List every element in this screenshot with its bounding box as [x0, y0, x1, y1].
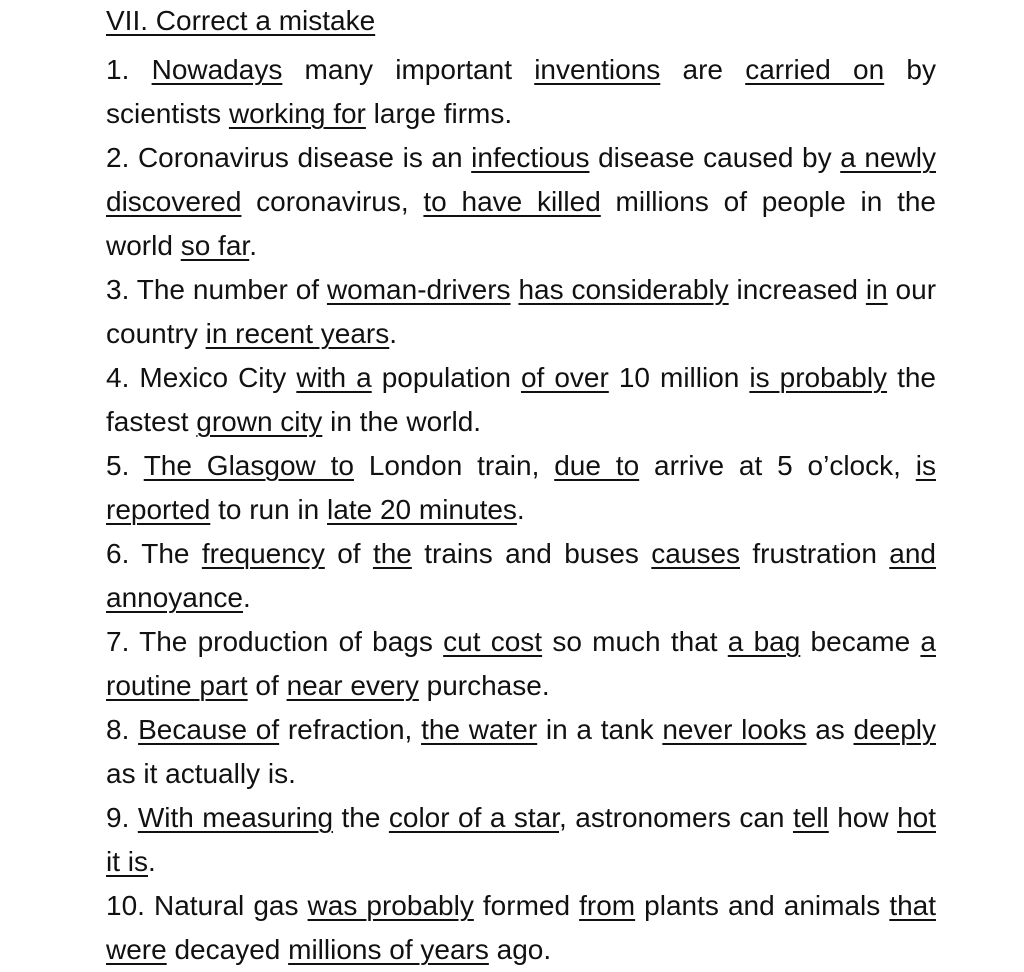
sentence-text: London train,: [353, 450, 555, 481]
exercise-item: [106, 136, 936, 268]
underlined-phrase: of over: [520, 362, 609, 393]
underlined-phrase: Because of: [138, 714, 280, 745]
underlined-phrase: carried on: [745, 54, 885, 85]
sentence-text: trains and buses: [411, 538, 652, 569]
sentence-text: arrive at 5 o’clock,: [639, 450, 916, 481]
underlined-phrase: With measuring: [137, 802, 334, 833]
exercise-item: [106, 708, 936, 796]
sentence-text: 1.: [106, 54, 152, 85]
sentence-text: large firms.: [365, 98, 513, 129]
sentence-text: .: [249, 230, 257, 261]
sentence-text: as: [806, 714, 854, 745]
sentence-text: coronavirus,: [241, 186, 424, 217]
sentence-text: ago.: [488, 934, 552, 965]
sentence-text: 9.: [106, 802, 138, 833]
underlined-phrase: a routine part: [106, 626, 936, 701]
underlined-phrase: cut cost: [443, 626, 543, 657]
underlined-phrase: in: [865, 274, 888, 305]
sentence-text: increased: [728, 274, 866, 305]
underlined-phrase: to have killed: [423, 186, 601, 217]
underlined-phrase: late 20 minutes: [327, 494, 517, 525]
sentence-text: 10 million: [608, 362, 750, 393]
sentence-text: formed: [473, 890, 580, 921]
sentence-text: .: [148, 846, 156, 877]
sentence-text: frustration: [740, 538, 890, 569]
underlined-phrase: working for: [228, 98, 366, 129]
underlined-phrase: from: [579, 890, 636, 921]
exercise-item: [106, 532, 936, 620]
sentence-text: 5.: [106, 450, 144, 481]
sentence-text: the fastest: [106, 362, 936, 437]
sentence-text: so much that: [542, 626, 728, 657]
sentence-text: as it actually is.: [106, 758, 296, 789]
sentence-text: by scientists: [106, 54, 937, 129]
underlined-phrase: causes: [651, 538, 741, 569]
exercise-item: [106, 444, 936, 532]
exercise-item: [106, 268, 936, 356]
sentence-text: , astronomers can: [559, 802, 793, 833]
underlined-phrase: woman-drivers: [326, 274, 511, 305]
sentence-text: refraction,: [279, 714, 422, 745]
sentence-text: 7. The production of bags: [106, 626, 444, 657]
sentence-text: of: [324, 538, 373, 569]
sentence-text: .: [389, 318, 398, 349]
sentence-text: plants and animals: [635, 890, 890, 921]
underlined-phrase: due to: [554, 450, 640, 481]
sentence-text: 8.: [106, 714, 139, 745]
underlined-phrase: deeply: [853, 714, 937, 745]
sentence-text: disease caused by: [589, 142, 841, 173]
underlined-phrase: grown city: [196, 406, 323, 437]
sentence-text: 10. Natural gas: [106, 890, 308, 921]
sentence-text: many important: [282, 54, 535, 85]
underlined-phrase: the: [372, 538, 412, 569]
sentence-text: .: [516, 494, 525, 525]
sentence-text: millions of people in the world: [106, 186, 936, 261]
underlined-phrase: tell: [792, 802, 829, 833]
sentence-text: .: [243, 582, 251, 613]
underlined-phrase: so far: [180, 230, 250, 261]
underlined-phrase: infectious: [471, 142, 590, 173]
exercise-item: [106, 796, 936, 884]
exercise-item: [106, 620, 936, 708]
sentence-text: 6. The: [106, 538, 202, 569]
sentence-text: 2. Coronavirus disease is an: [106, 142, 472, 173]
underlined-phrase: a newly discovered: [106, 142, 936, 217]
sentence-text: how: [828, 802, 898, 833]
underlined-phrase: was probably: [307, 890, 474, 921]
worksheet-title: VII. Correct a mistake: [106, 5, 376, 36]
underlined-phrase: inventions: [534, 54, 661, 85]
underlined-phrase: color of a star: [388, 802, 560, 833]
underlined-phrase: never looks: [662, 714, 807, 745]
underlined-phrase: and annoyance: [106, 538, 936, 613]
underlined-phrase: frequency: [201, 538, 325, 569]
sentence-text: purchase.: [418, 670, 550, 701]
underlined-phrase: is reported: [106, 450, 936, 525]
underlined-phrase: near every: [286, 670, 419, 701]
sentence-text: in the world.: [322, 406, 482, 437]
underlined-phrase: Nowadays: [151, 54, 283, 85]
exercise-item: [106, 356, 936, 444]
exercise-item: [106, 48, 936, 136]
underlined-phrase: a bag: [727, 626, 801, 657]
underlined-phrase: with a: [296, 362, 372, 393]
sentence-text: population: [371, 362, 521, 393]
sentence-text: 3. The number of: [106, 274, 327, 305]
underlined-phrase: that were: [106, 890, 937, 965]
underlined-phrase: has considerably: [518, 274, 729, 305]
sentence-text: are: [660, 54, 746, 85]
underlined-phrase: millions of years: [288, 934, 489, 965]
sentence-text: our country: [106, 274, 937, 349]
underlined-phrase: is probably: [749, 362, 888, 393]
sentence-text: to run in: [210, 494, 328, 525]
exercise-list: [106, 48, 936, 972]
underlined-phrase: in recent years: [205, 318, 390, 349]
underlined-phrase: hot it is: [106, 802, 936, 877]
underlined-phrase: The Glasgow to: [143, 450, 354, 481]
sentence-text: the: [333, 802, 389, 833]
sentence-text: in a tank: [537, 714, 663, 745]
sentence-text: 4. Mexico City: [106, 362, 297, 393]
sentence-text: decayed: [166, 934, 289, 965]
exercise-item: [106, 884, 936, 972]
worksheet: [106, 4, 936, 972]
underlined-phrase: the water: [421, 714, 538, 745]
sentence-text: became: [800, 626, 921, 657]
sentence-text: of: [247, 670, 287, 701]
